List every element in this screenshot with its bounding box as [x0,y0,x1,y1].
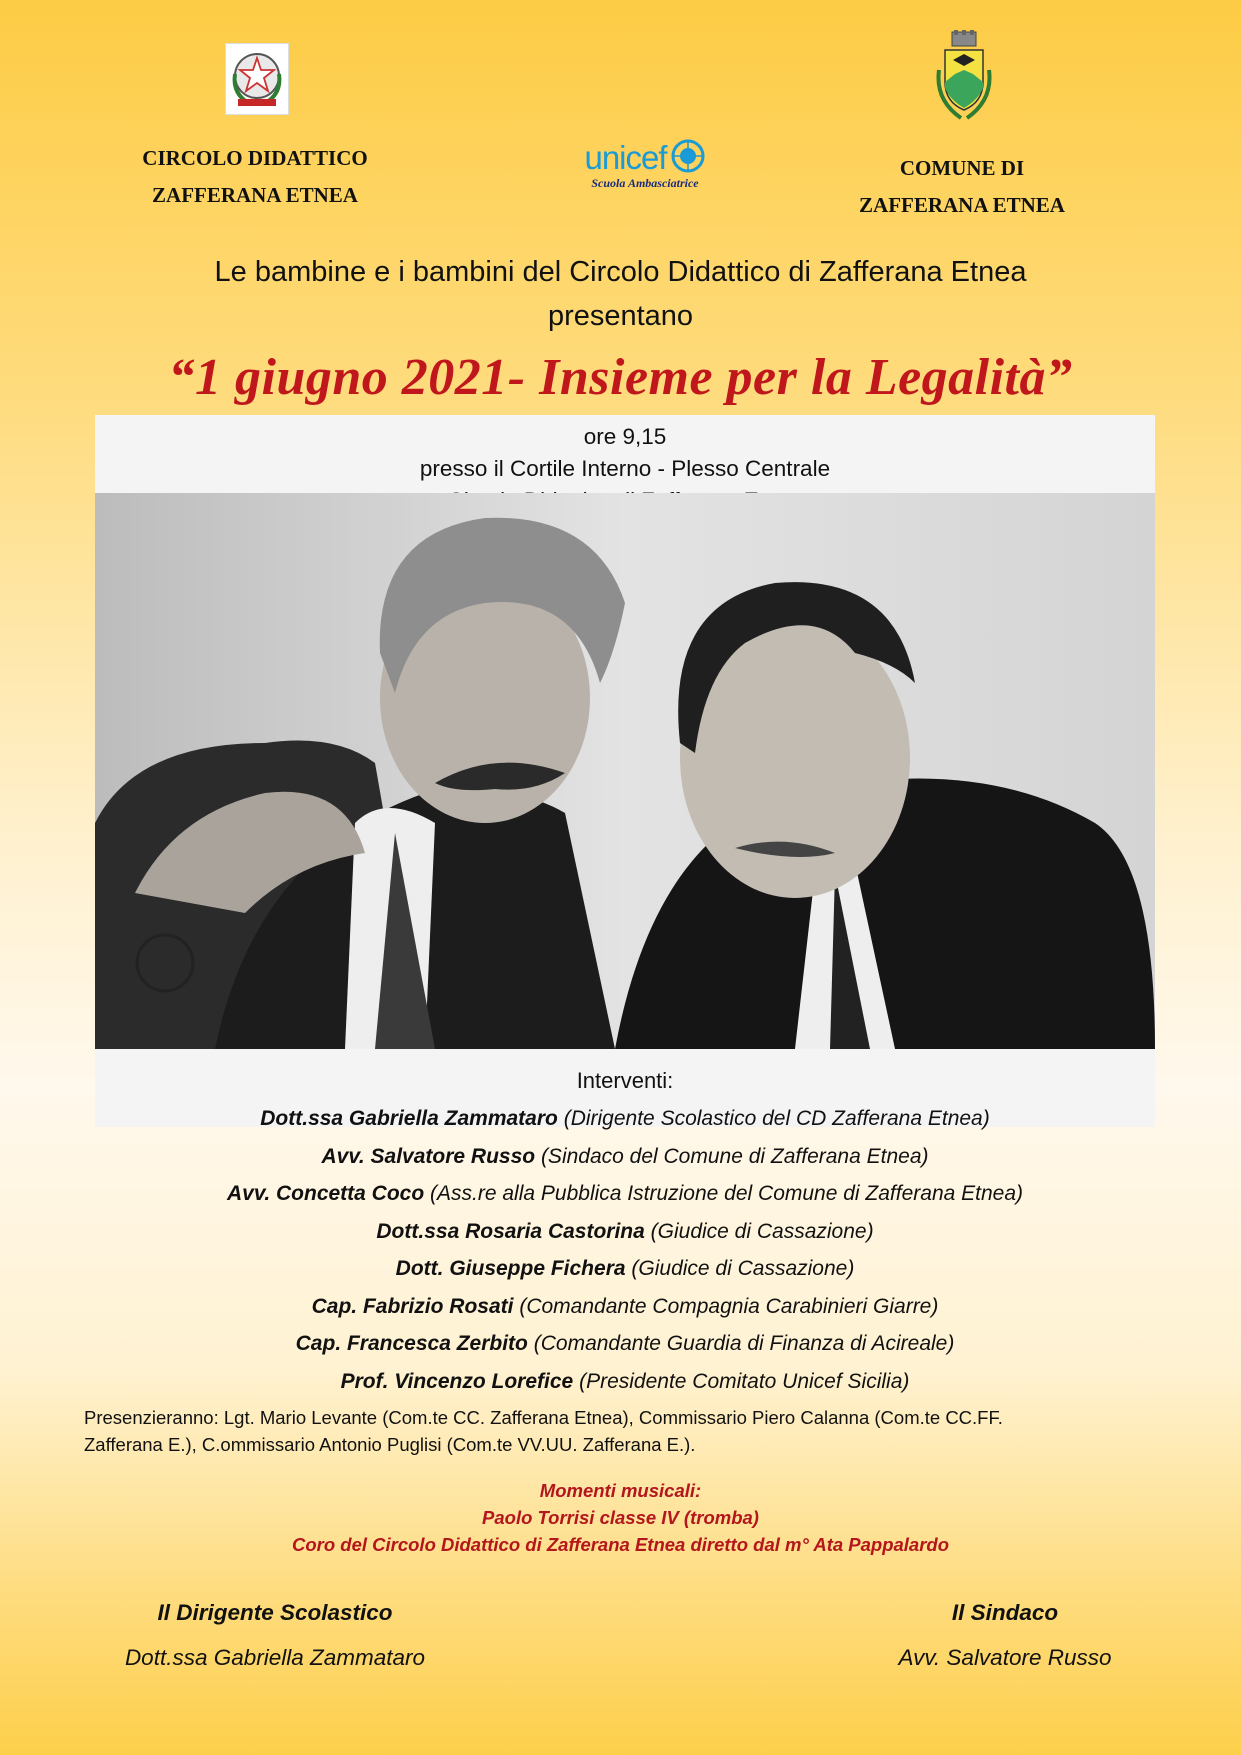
municipality-header [812,150,1112,224]
interventi-heading: Interventi: [576,1068,674,1093]
speaker-name: Cap. Fabrizio Rosati [311,1294,514,1318]
speaker-name: Prof. Vincenzo Lorefice [340,1369,574,1393]
speaker-role: (Comandante Compagnia Carabinieri Giarre) [519,1294,939,1318]
speaker-list [95,1100,1155,1400]
speaker-row [95,1175,1155,1213]
speaker-role: (Dirigente Scolastico del CD Zafferana Etnea) [563,1107,990,1130]
signature-right-name: Avv. Salvatore Russo [898,1645,1112,1670]
speaker-row [95,1325,1155,1363]
school-header-line1: CIRCOLO DIDATTICO [142,146,368,170]
unicef-subtitle: Scuola Ambasciatrice [591,176,699,190]
venue-time: ore 9,15 [583,424,667,449]
black-white-photo [95,493,1155,1049]
intro-line1: Le bambine e i bambini del Circolo Didattico di Zafferana Etnea [214,256,1027,288]
speaker-role: (Sindaco del Comune di Zafferana Etnea) [540,1144,929,1168]
speaker-role: (Giudice di Cassazione) [650,1219,874,1243]
unicef-wordmark: unicef [584,139,667,176]
school-header-line2: ZAFFERANA ETNEA [152,183,358,207]
venue-place: presso il Cortile Interno - Plesso Centrale [419,456,831,481]
music-heading: Momenti musicali: [539,1480,702,1501]
speaker-row [95,1288,1155,1326]
intro-line2: presentano [547,300,694,332]
event-title: “1 giugno 2021- Insieme per la Legalità” [168,349,1073,406]
signature-left [95,1598,455,1673]
speaker-row [95,1138,1155,1176]
speaker-role: (Presidente Comitato Unicef Sicilia) [579,1369,910,1393]
intro-text [0,250,1241,338]
speaker-name: Avv. Concetta Coco [226,1182,425,1205]
speaker-role: (Ass.re alla Pubblica Istruzione del Comune di Zafferana Etnea) [430,1182,1024,1205]
speaker-row [95,1250,1155,1288]
speaker-row [95,1100,1155,1138]
speaker-role: (Giudice di Cassazione) [631,1257,855,1280]
municipality-header-line1: COMUNE DI [899,156,1025,180]
presence-line1: Presenzieranno: Lgt. Mario Levante (Com.te CC. Zafferana Etnea), Commissario Piero Calanna (Com.te CC.FF. [84,1407,1003,1428]
speaker-name: Avv. Salvatore Russo [321,1144,536,1168]
signature-left-role: Il Dirigente Scolastico [157,1600,393,1625]
speaker-row [95,1363,1155,1401]
municipality-header-line2: ZAFFERANA ETNEA [859,193,1065,217]
signature-right [835,1598,1175,1673]
signature-right-role: Il Sindaco [951,1600,1059,1625]
speaker-role: (Comandante Guardia di Finanza di Acireale) [533,1332,955,1355]
speaker-name: Dott.ssa Rosaria Castorina [376,1219,645,1243]
coat-of-arms-icon [933,30,995,126]
presence-line2: Zafferana E.), C.ommissario Antonio Puglisi (Com.te VV.UU. Zafferana E.). [84,1434,696,1455]
music-performer: Paolo Torrisi classe IV (tromba) [482,1507,759,1528]
unicef-globe-icon [670,138,706,179]
italian-republic-emblem [225,43,289,115]
signature-left-name: Dott.ssa Gabriella Zammataro [124,1645,426,1670]
speaker-row [95,1213,1155,1251]
music-section [0,1477,1241,1558]
speaker-name: Dott.ssa Gabriella Zammataro [260,1107,558,1130]
presence-text [84,1404,1164,1458]
school-header [105,140,405,214]
speaker-name: Dott. Giuseppe Fichera [395,1257,626,1280]
music-choir: Coro del Circolo Didattico di Zafferana Etnea diretto dal m° Ata Pappalardo [291,1534,950,1555]
speaker-name: Cap. Francesca Zerbito [295,1332,528,1355]
unicef-logo [550,140,740,196]
